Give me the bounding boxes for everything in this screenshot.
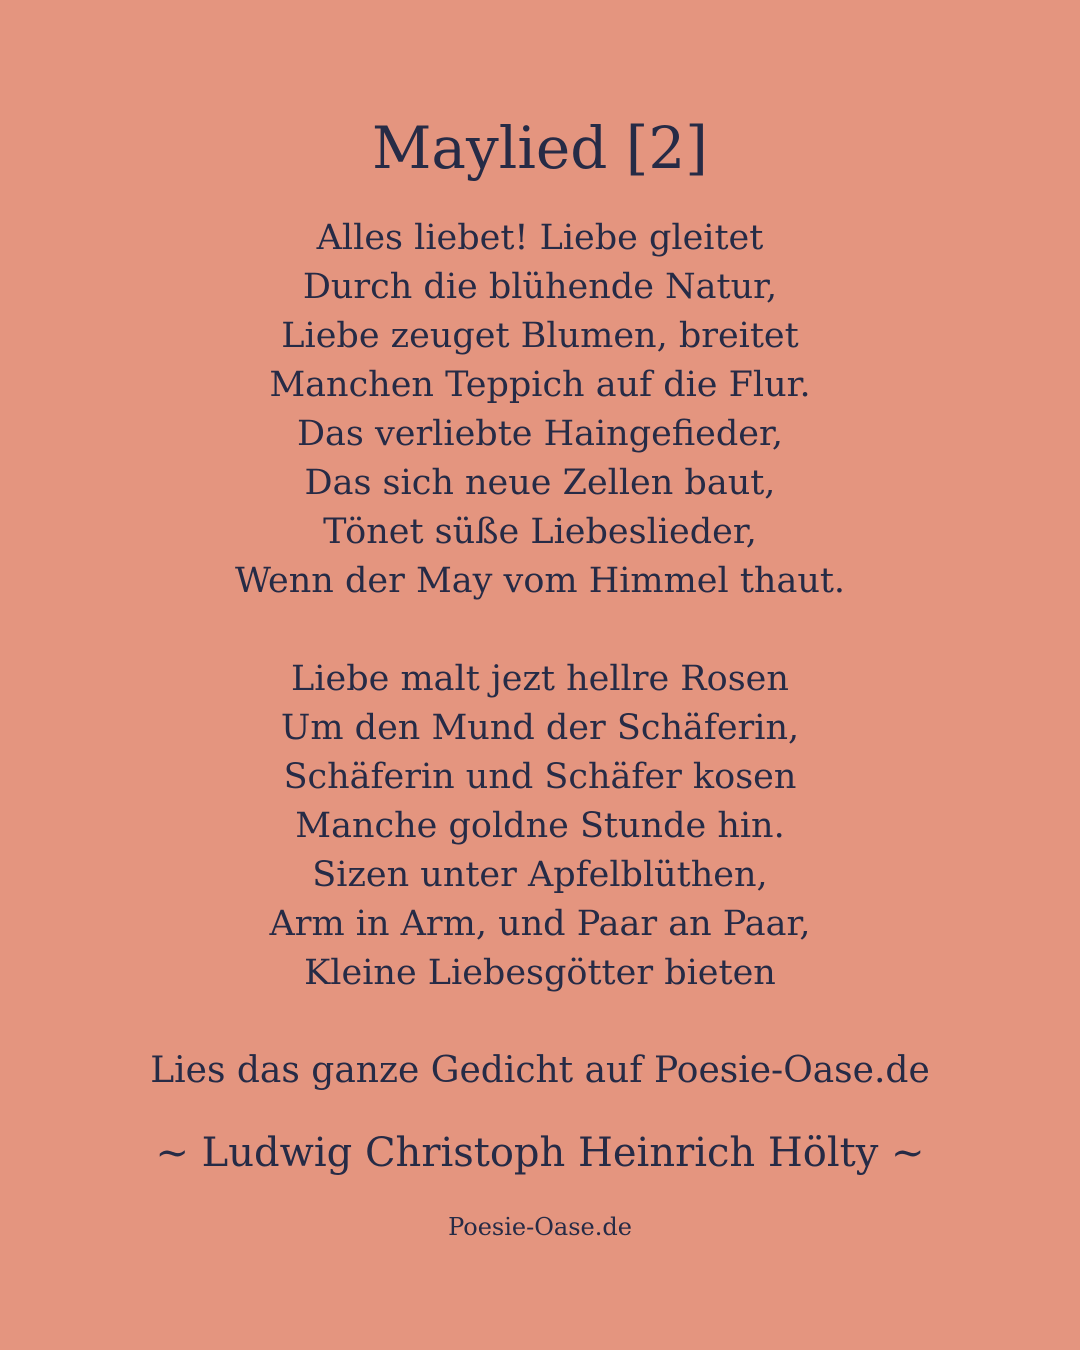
poem-line: Wenn der May vom Himmel thaut. bbox=[234, 561, 846, 601]
site-watermark: Poesie-Oase.de bbox=[448, 1213, 632, 1241]
author-name: ~ Ludwig Christoph Heinrich Hölty ~ bbox=[155, 1130, 925, 1176]
stanza-1 bbox=[0, 214, 1080, 606]
poem-line: Das sich neue Zellen baut, bbox=[304, 463, 776, 503]
poem-line: Kleine Liebesgötter bieten bbox=[304, 953, 776, 993]
poem-line: Schäferin und Schäfer kosen bbox=[283, 757, 797, 797]
poem-line: Durch die blühende Natur, bbox=[302, 267, 778, 307]
poem-line: Arm in Arm, und Paar an Paar, bbox=[269, 904, 811, 944]
poem-line: Tönet süße Liebeslieder, bbox=[323, 512, 757, 552]
poem-line: Manche goldne Stunde hin. bbox=[295, 806, 785, 846]
poem-line: Das verliebte Haingefieder, bbox=[296, 414, 784, 454]
poem-line: Um den Mund der Schäferin, bbox=[280, 708, 800, 748]
poem-line: Alles liebet! Liebe gleitet bbox=[316, 218, 764, 258]
poem-line: Liebe malt jezt hellre Rosen bbox=[291, 659, 789, 699]
stanza-2 bbox=[0, 655, 1080, 998]
poem-line: Liebe zeuget Blumen, breitet bbox=[281, 316, 799, 356]
poem-line: Manchen Teppich auf die Flur. bbox=[269, 365, 811, 405]
read-more-text: Lies das ganze Gedicht auf Poesie-Oase.de bbox=[150, 1050, 930, 1091]
poem-title: Maylied [2] bbox=[372, 114, 708, 182]
poem-line: Sizen unter Apfelblüthen, bbox=[312, 855, 768, 895]
